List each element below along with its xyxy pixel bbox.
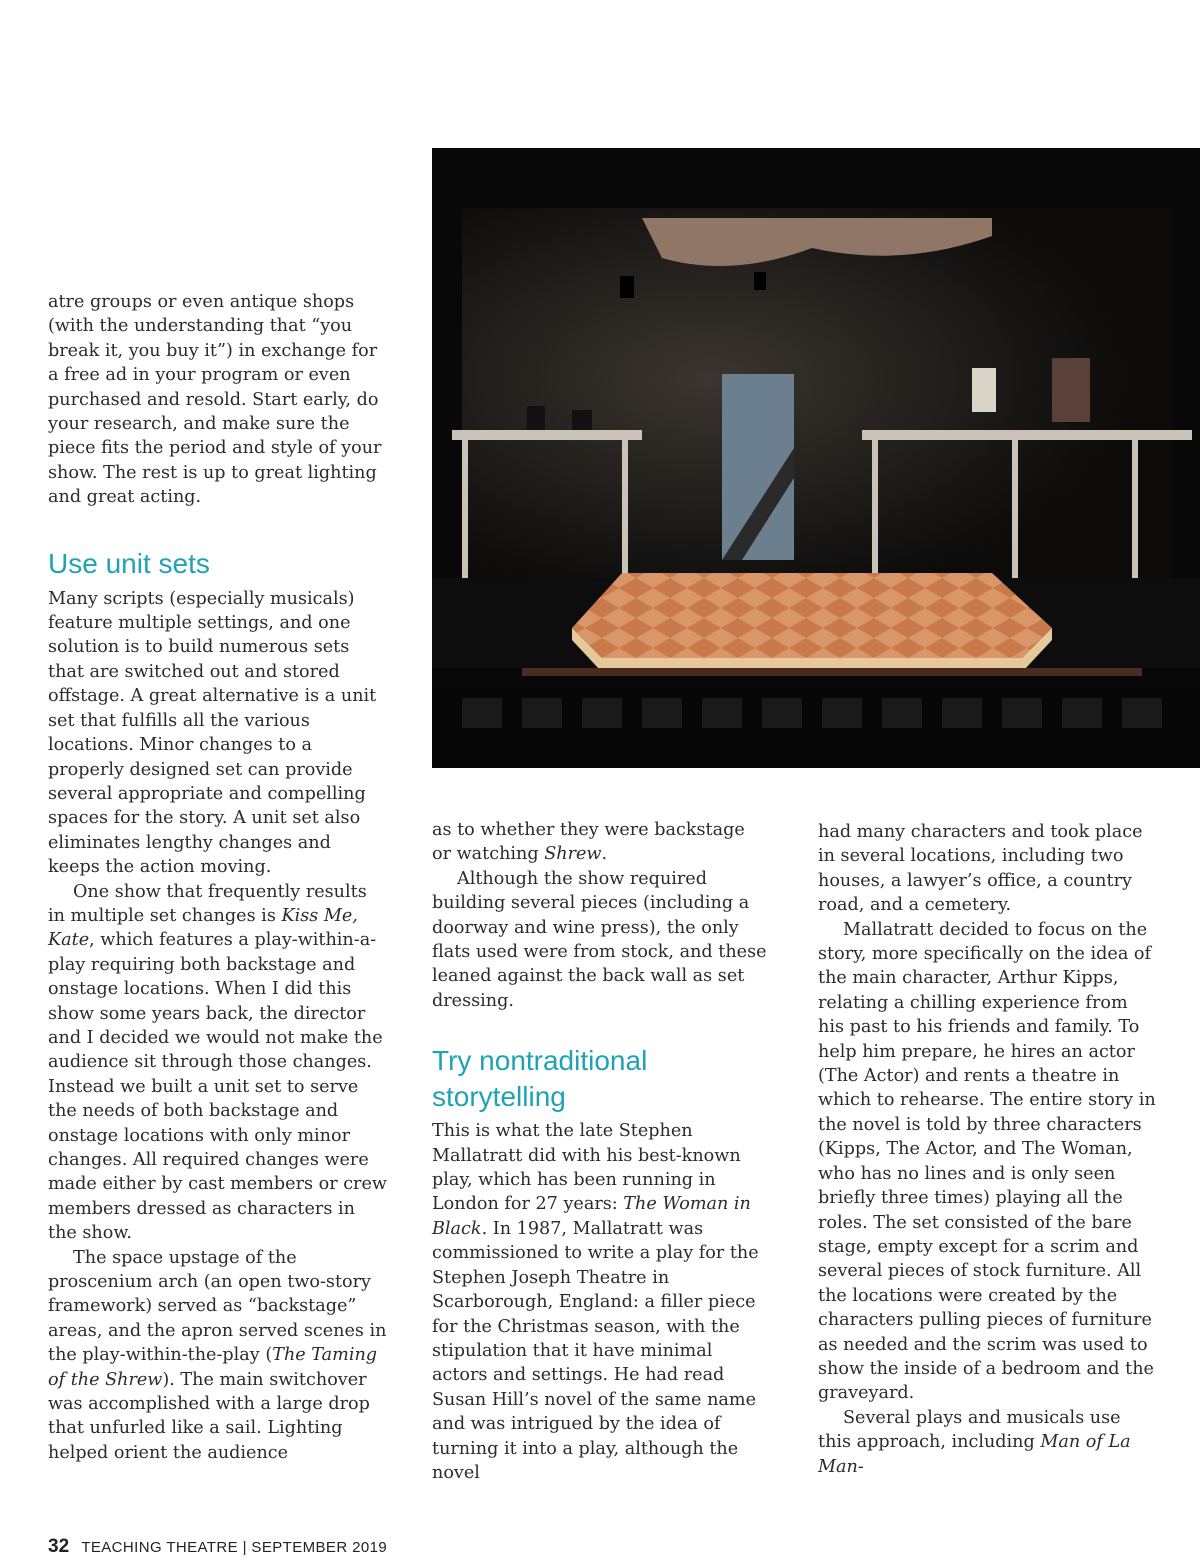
page-number: 32: [48, 1536, 70, 1557]
stage-set-photo: [432, 148, 1200, 768]
italic-title: Kiss Me, Kate: [48, 905, 358, 951]
article-column-1: [48, 290, 388, 1465]
paragraph: Although the show required building several pieces (including a doorway and wine press), the only flats used were from stock, and these leaned against the back wall as set dressing.: [432, 868, 767, 1011]
section-heading-nontraditional-storytelling: Try nontraditional storytelling: [432, 1045, 648, 1113]
italic-title: Man of La Man-: [818, 1432, 1131, 1477]
paragraph: Mallatratt decided to focus on the story, more specifically on the idea of the main character, Arthur Kipps, relating a chilling experience from his past to his friends and family. To help him prepare, he hires an actor (The Actor) and rents a theatre in which to rehearse. The entire story in the novel is told by three characters (Kipps, The Actor, and The Woman, who has no lines and is only seen briefly three times) playing all the roles. The set consisted of the bare stage, empty except for a scrim and several pieces of stock furniture. All the locations were created by the characters pulling pieces of furniture as needed and the scrim was used to show the inside of a bedroom and the graveyard.: [818, 919, 1156, 1404]
article-column-2: [432, 818, 767, 1485]
paragraph: atre groups or even antique shops (with the understanding that “you break it, you buy it”) in exchange for a free ad in your program or even purchased and resold. Start early, do your research, and make sure the piece fits the period and style of your show. The rest is up to great lighting and great acting.: [48, 292, 382, 508]
paragraph: as to whether they were backstage or watching Shrew.: [432, 820, 745, 865]
italic-title: The Taming of the Shrew: [48, 1345, 378, 1390]
paragraph: One show that frequently results in multiple set changes is Kiss Me, Kate, which features a play-within-a-play requiring both backstage and onstage locations. When I did this show some years back, the director and I decided we would not make the audience sit through those changes. Instead we built a unit set to serve the needs of both backstage and onstage locations with only minor changes. All required changes were made either by cast members or crew members dressed as characters in the show.: [48, 881, 387, 1244]
magazine-issue: TEACHING THEATRE | SEPTEMBER 2019: [81, 1539, 388, 1556]
section-heading-unit-sets: Use unit sets: [48, 547, 210, 579]
paragraph: Many scripts (especially musicals) feature multiple settings, and one solution is to build numerous sets that are switched out and stored offstage. A great alternative is a unit set that fulfills all the various locations. Minor changes to a properly designed set can provide several appropriate and compelling spaces for the story. A unit set also eliminates lengthy changes and keeps the action moving.: [48, 588, 377, 878]
page-footer: [48, 1536, 387, 1558]
article-column-3: [818, 820, 1158, 1479]
italic-title: The Woman in Black: [432, 1194, 751, 1239]
paragraph: This is what the late Stephen Mallatratt did with his best-known play, which has been running in London for 27 years: The Woman in Black. In 1987, Mallatratt was commissioned to write a play for the Stephen Joseph Theatre in Scarborough, England: a filler piece for the Christmas season, with the stipulation that it have minimal actors and settings. He had read Susan Hill’s novel of the same name and was intrigued by the idea of turning it into a play, although the novel: [432, 1121, 759, 1483]
paragraph: The space upstage of the proscenium arch (an open two-story framework) served as “backstage” areas, and the apron served scenes in the play-within-the-play (The Taming of the Shrew). The main switchover was accomplished with a large drop that unfurled like a sail. Lighting helped orient the audience: [48, 1247, 387, 1463]
paragraph: had many characters and took place in several locations, including two houses, a lawyer’s office, a country road, and a cemetery.: [818, 822, 1143, 916]
paragraph: Several plays and musicals use this approach, including Man of La Man-: [818, 1407, 1131, 1477]
italic-title: Shrew: [544, 844, 602, 865]
